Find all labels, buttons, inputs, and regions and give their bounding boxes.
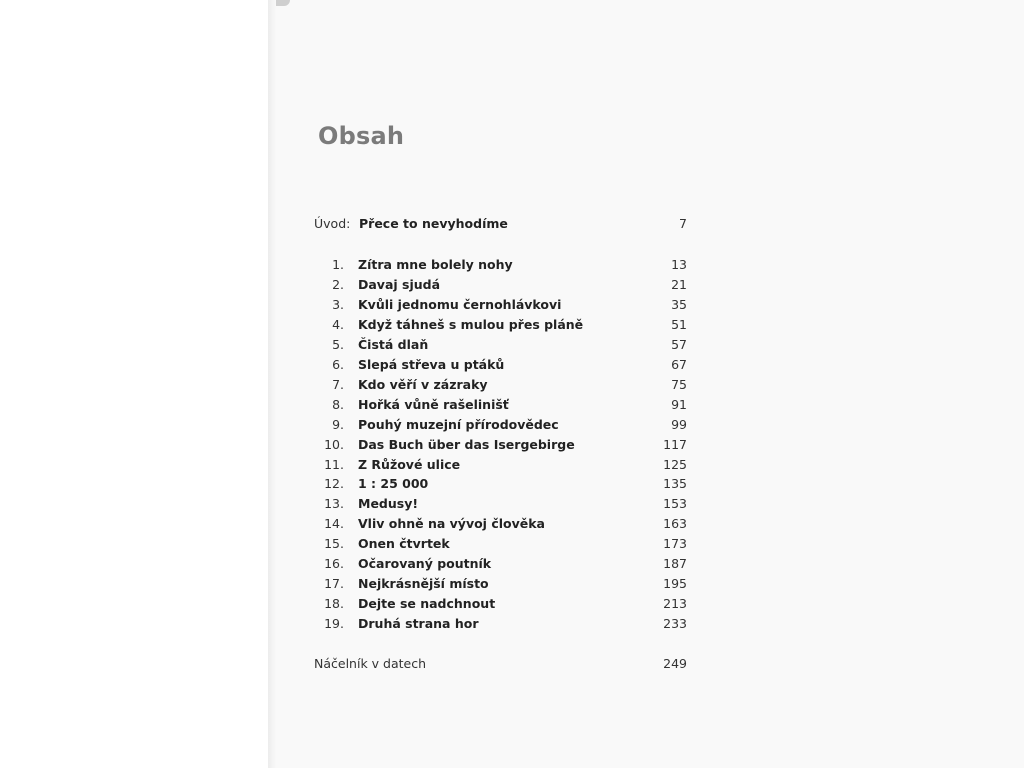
chapter-title: Kdo věří v zázraky bbox=[358, 376, 488, 392]
chapter-title: Hořká vůně rašelinišť bbox=[358, 396, 509, 412]
chapter-page-number: 153 bbox=[663, 496, 687, 512]
toc-chapter-row bbox=[314, 295, 687, 315]
chapter-number: 15. bbox=[324, 536, 344, 552]
chapter-number: 4. bbox=[332, 316, 344, 332]
chapter-title: Druhá strana hor bbox=[358, 616, 479, 632]
chapter-number: 14. bbox=[324, 516, 344, 532]
chapter-title: Slepá střeva u ptáků bbox=[358, 356, 505, 372]
chapter-page-number: 135 bbox=[663, 476, 687, 492]
chapter-title: Das Buch über das Isergebirge bbox=[358, 436, 575, 452]
toc-chapter-row bbox=[314, 435, 687, 455]
chapter-number: 10. bbox=[324, 436, 344, 452]
chapter-number: 6. bbox=[332, 356, 344, 372]
toc-chapter-row bbox=[314, 474, 687, 494]
chapter-title: Když táhneš s mulou přes pláně bbox=[358, 316, 584, 332]
toc-chapter-row bbox=[314, 315, 687, 335]
chapter-title: Pouhý muzejní přírodovědec bbox=[358, 416, 559, 432]
toc-chapter-row bbox=[314, 594, 687, 614]
toc-chapter-row bbox=[314, 395, 687, 415]
chapter-number: 3. bbox=[332, 296, 344, 312]
chapter-number: 1. bbox=[332, 257, 344, 272]
toc-appendix-row bbox=[314, 654, 687, 674]
chapter-title: Z Růžové ulice bbox=[358, 456, 461, 472]
chapter-number: 5. bbox=[332, 336, 344, 352]
toc-chapter-row bbox=[314, 355, 687, 375]
chapter-page-number: 213 bbox=[663, 596, 687, 612]
toc-chapter-row bbox=[314, 534, 687, 554]
chapter-number: 16. bbox=[324, 556, 344, 572]
chapter-page-number: 51 bbox=[671, 316, 687, 332]
chapter-number: 8. bbox=[332, 396, 344, 412]
chapter-title: Onen čtvrtek bbox=[358, 536, 450, 552]
chapter-page-number: 75 bbox=[671, 376, 687, 392]
chapter-number: 13. bbox=[324, 496, 344, 512]
toc-chapter-row bbox=[314, 554, 687, 574]
chapter-number: 11. bbox=[324, 456, 344, 472]
chapter-page-number: 117 bbox=[663, 436, 687, 452]
chapter-title: 1 : 25 000 bbox=[358, 476, 429, 492]
intro-title: Přece to nevyhodíme bbox=[359, 216, 508, 231]
chapter-number: 12. bbox=[324, 476, 344, 492]
chapter-title: Medusy! bbox=[358, 496, 419, 512]
chapter-page-number: 187 bbox=[663, 556, 687, 572]
chapter-page-number: 67 bbox=[671, 356, 687, 372]
intro-prefix: Úvod: bbox=[314, 216, 351, 231]
chapter-page-number: 125 bbox=[663, 456, 687, 472]
chapter-title: Nejkrásnější místo bbox=[358, 576, 489, 592]
chapter-page-number: 91 bbox=[671, 396, 687, 412]
page-edge-shadow bbox=[268, 0, 276, 768]
page-title: Obsah bbox=[318, 122, 405, 150]
chapter-title: Vliv ohně na vývoj člověka bbox=[358, 516, 545, 532]
toc-chapter-row bbox=[314, 494, 687, 514]
chapter-number: 9. bbox=[332, 416, 344, 432]
chapter-page-number: 13 bbox=[671, 257, 687, 272]
toc-chapter-row bbox=[314, 335, 687, 355]
chapter-page-number: 21 bbox=[671, 276, 687, 292]
appendix-page-number: 249 bbox=[663, 656, 687, 671]
toc-chapter-row bbox=[314, 455, 687, 475]
chapter-page-number: 233 bbox=[663, 616, 687, 632]
toc-chapter-row bbox=[314, 255, 687, 275]
chapter-number: 19. bbox=[324, 616, 344, 632]
chapter-title: Čistá dlaň bbox=[358, 336, 429, 352]
toc-intro-row bbox=[314, 214, 687, 234]
chapter-page-number: 163 bbox=[663, 516, 687, 532]
chapter-title: Dejte se nadchnout bbox=[358, 596, 496, 612]
toc-chapter-row bbox=[314, 574, 687, 594]
appendix-label: Náčelník v datech bbox=[314, 656, 427, 671]
chapter-title: Davaj sjudá bbox=[358, 276, 441, 292]
chapter-title: Zítra mne bolely nohy bbox=[358, 257, 513, 272]
chapter-number: 7. bbox=[332, 376, 344, 392]
chapter-title: Očarovaný poutník bbox=[358, 556, 492, 572]
chapter-page-number: 173 bbox=[663, 536, 687, 552]
chapter-number: 18. bbox=[324, 596, 344, 612]
toc-chapter-row bbox=[314, 514, 687, 534]
chapter-page-number: 57 bbox=[671, 336, 687, 352]
chapter-page-number: 99 bbox=[671, 416, 687, 432]
toc-chapter-row bbox=[314, 375, 687, 395]
chapter-page-number: 35 bbox=[671, 296, 687, 312]
chapter-page-number: 195 bbox=[663, 576, 687, 592]
intro-page-number: 7 bbox=[679, 216, 687, 231]
chapter-number: 2. bbox=[332, 276, 344, 292]
toc-chapter-row bbox=[314, 275, 687, 295]
chapter-number: 17. bbox=[324, 576, 344, 592]
chapter-title: Kvůli jednomu černohlávkovi bbox=[358, 296, 562, 312]
toc-chapter-row bbox=[314, 614, 687, 634]
toc-chapter-row bbox=[314, 415, 687, 435]
